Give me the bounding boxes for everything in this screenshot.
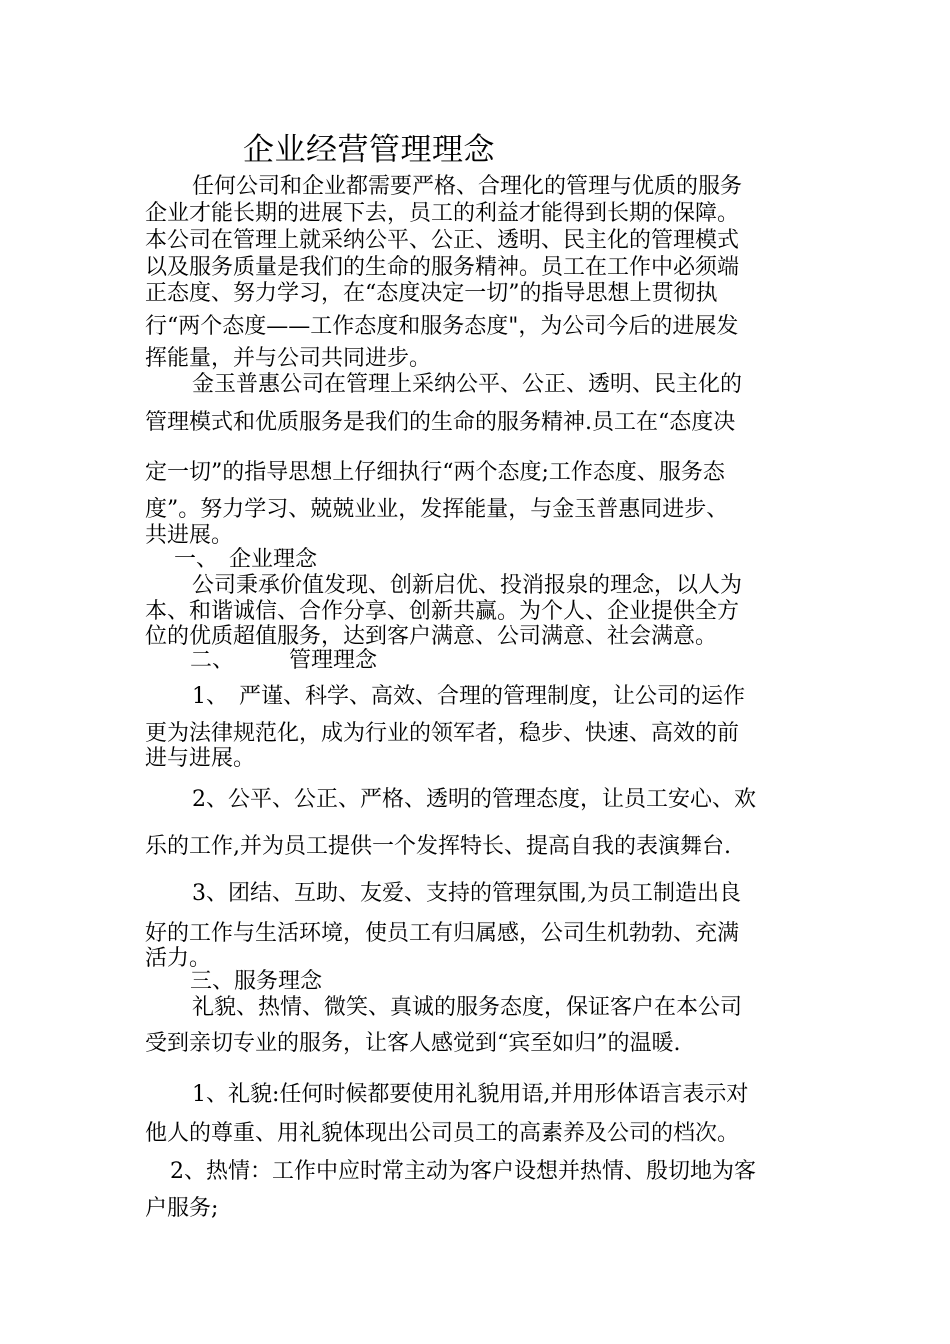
paragraph-line: 管理模式和优质服务是我们的生命的服务精神.员工在“态度决 <box>145 410 736 435</box>
document-title: 企业经营管理理念 <box>243 132 495 168</box>
paragraph-line: 3、团结、互助、友爱、支持的管理氛围,为员工制造出良 <box>192 881 741 906</box>
paragraph-line: 金玉普惠公司在管理上采纳公平、公正、透明、民主化的 <box>192 372 743 397</box>
paragraph-line: 正态度、努力学习，在“态度决定一切”的指导思想上贯彻执 <box>145 281 718 306</box>
paragraph-line: 进与进展。 <box>145 746 256 771</box>
paragraph-line: 户服务; <box>145 1196 219 1221</box>
paragraph-line: 更为法律规范化，成为行业的领军者，稳步、快速、高效的前 <box>145 721 740 746</box>
paragraph-line: 挥能量，并与公司共同进步。 <box>145 346 432 371</box>
paragraph-line: 公司秉承价值发现、创新启优、投消报泉的理念，以人为 <box>192 573 743 598</box>
paragraph-line: 2、公平、公正、严格、透明的管理态度，让员工安心、欢 <box>192 787 756 812</box>
paragraph-line: 乐的工作,并为员工提供一个发挥特长、提高自我的表演舞台. <box>145 834 731 859</box>
paragraph-line: 1、 严谨、科学、高效、合理的管理制度，让公司的运作 <box>192 684 745 709</box>
paragraph-line: 他人的尊重、用礼貌体现出公司员工的高素养及公司的档次。 <box>145 1121 740 1146</box>
paragraph-line: 礼貌、热情、微笑、真诚的服务态度，保证客户在本公司 <box>192 995 743 1020</box>
paragraph-line: 位的优质超值服务，达到客户满意、公司满意、社会满意。 <box>145 624 718 649</box>
paragraph-line: 定一切”的指导思想上仔细执行“两个态度;工作态度、服务态 <box>145 460 725 485</box>
paragraph-line: 度”。努力学习、兢兢业业，发挥能量，与金玉普惠同进步、 <box>145 497 729 522</box>
paragraph-line: 活力。 <box>145 946 212 971</box>
paragraph-line: 1、礼貌:任何时候都要使用礼貌用语,并用形体语言表示对 <box>192 1082 749 1107</box>
paragraph-line: 本公司在管理上就采纳公平、公正、透明、民主化的管理模式 <box>145 228 740 253</box>
paragraph-line: 受到亲切专业的服务，让客人感觉到“宾至如归”的温暖. <box>145 1031 681 1056</box>
paragraph-line: 任何公司和企业都需要严格、合理化的管理与优质的服务 <box>192 174 743 199</box>
paragraph-line: 行“两个态度——工作态度和服务态度"，为公司今后的进展发 <box>145 314 739 339</box>
paragraph-line: 共进展。 <box>145 523 234 548</box>
paragraph-line: 本、和谐诚信、合作分享、创新共赢。为个人、企业提供全方 <box>145 599 740 624</box>
paragraph-line: 好的工作与生活环境，使员工有归属感，公司生机勃勃、充满 <box>145 921 740 946</box>
section-heading-management: 二、 管理理念 <box>190 648 378 673</box>
paragraph-line: 2、热情：工作中应时常主动为客户设想并热情、殷切地为客 <box>170 1159 756 1184</box>
paragraph-line: 企业才能长期的进展下去，员工的利益才能得到长期的保障。 <box>145 201 740 226</box>
section-heading-enterprise: 一、 企业理念 <box>174 547 318 572</box>
paragraph-line: 以及服务质量是我们的生命的服务精神。员工在工作中必须端 <box>145 255 740 280</box>
section-heading-service: 三、服务理念 <box>190 969 323 994</box>
